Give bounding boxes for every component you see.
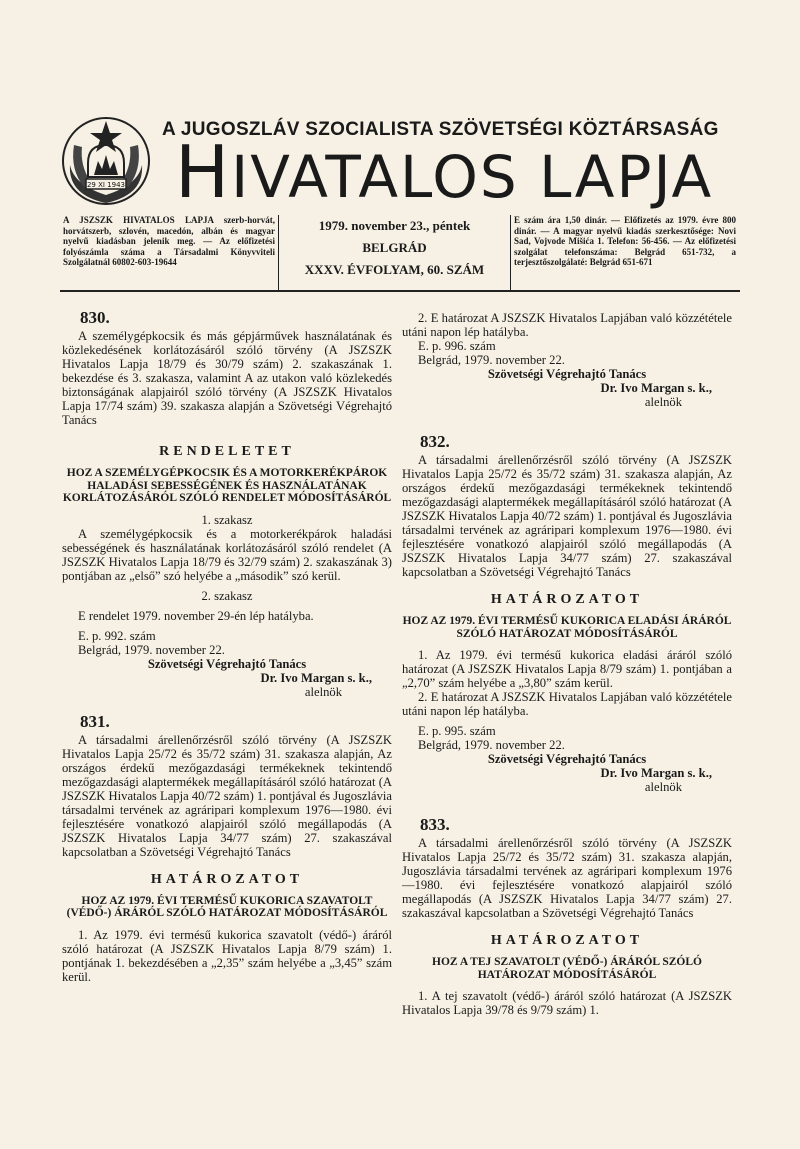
decision-text-cont: 2. E határozat A JSZSZK Hivatalos Lapjában való közzététele utáni napon lép hatályba. (402, 311, 732, 339)
council-name: Szövetségi Végrehajtó Tanács (487, 367, 647, 381)
signer-title: alelnök (644, 395, 682, 409)
preamble-832: A társadalmi árellenőrzésről szóló törvény (A JSZSZK Hivatalos Lapja 25/72 és 35/72 szám) 31. szakasza alapján, Az országos érdekű mezőgazdasági termékeknek tekintendő mezőgazdasági alaptermékek megállapításáról szóló határozat (A JSZSZK Hivatalos Lapja 40/72 szám) 1. pontjával és Jugoszlávia társadalmi tervének az agráripari komplexum 1976—1980. évi fejlesztésére vonatkozó alapjairól szóló megállapodás (A JSZSZK Hivatalos Lapja 34/77 szám) 27. szakaszával kapcsolatban a Szövetségi Végrehajtó Tanács (402, 453, 732, 579)
price-info: E szám ára 1,50 dinár. — Előfizetés az 1979. évre 800 dinár. — A magyar nyelvű kiadás szerkesztősége: Novi Sad, Vojvode Mišića 1. Telefon: 56-456. — Az előfizetési szolgálat telefonszáma: Belgrád 651-732, a terjesztőszolgálaté: Belgrád 651-671 (514, 215, 736, 267)
issue-date: 1979. november 23., péntek (318, 218, 471, 233)
decision-point-1: 1. A tej szavatolt (védő-) áráról szóló határozat (A JSZSZK Hivatalos Lapja 39/78 és 9/79 szám) 1. (402, 989, 732, 1017)
gazette-title-rest: IVATALOS LAPJA (231, 143, 714, 211)
publication-info: A JSZSZK HIVATALOS LAPJA szerb-horvát, horvátszerb, szlovén, macedón, albán és magyar nyelvű kiadásban jelenik meg. — Az előfizetési folyószámla száma a Társadalmi Könyvviteli Szolgálatnál 60802-603-19644 (63, 215, 275, 267)
decision-point-1: 1. Az 1979. évi termésű kukorica eladási áráról szóló határozat (A JSZSZK Hivatalos Lapja 8/79 szám) 1. pontjában a „2,70” szám helyébe a „3,80” szám kerül. (402, 648, 732, 690)
section-2-text: E rendelet 1979. november 29-én lép hatályba. (78, 608, 314, 623)
decision-title: HOZ AZ 1979. ÉVI TERMÉSŰ KUKORICA ELADÁSI ÁRÁRÓL SZÓLÓ HATÁROZAT MÓDOSÍTÁSÁRÓL (402, 615, 732, 640)
decision-heading: HATÁROZATOT (490, 592, 644, 607)
decision-title: HOZ A TEJ SZAVATOLT (VÉDŐ-) ÁRÁRÓL SZÓLÓ HATÁROZAT MÓDOSÍTÁSÁRÓL (432, 956, 702, 981)
council-name: Szövetségi Végrehajtó Tanács (487, 752, 647, 766)
gazette-title-initial: H (175, 130, 232, 214)
place-date: Belgrád, 1979. november 22. (418, 738, 565, 752)
item-number-833: 833. (420, 815, 450, 834)
item-number-830: 830. (80, 308, 110, 327)
decision-heading: HATÁROZATOT (490, 933, 644, 948)
decision-point-2: 2. E határozat A JSZSZK Hivatalos Lapjában való közzététele utáni napon lép hatályba. (402, 690, 732, 718)
section-2-label: 2. szakasz (201, 588, 253, 603)
divider (510, 215, 511, 290)
issue-info (282, 215, 507, 288)
left-column (62, 305, 392, 984)
preamble-831: A társadalmi árellenőrzésről szóló törvény (A JSZSZK Hivatalos Lapja 25/72 és 35/72 szám) 31. szakasza alapján, Az országos érdekű mezőgazdasági termékeknek tekintendő mezőgazdasági alaptermékek megállapításáról szóló határozat (A JSZSZK Hivatalos Lapja 40/72 szám) 1. pontjával és Jugoszlávia társadalmi tervének az agráripari komplexum 1976—1980. évi fejlesztésére vonatkozó alapjairól szóló megállapodás (A JSZSZK Hivatalos Lapja 34/77 szám) 27. szakaszával kapcsolatban a Szövetségi Végrehajtó Tanács (62, 732, 392, 859)
right-column (402, 305, 732, 1017)
preamble-833: A társadalmi árellenőrzésről szóló törvény (A JSZSZK Hivatalos Lapja 25/72 és 35/72 szám) 31. szakasza alapján, Jugoszlávia társadalmi tervének az agráripari komplexum 1976—1980. évi fejlesztésére vonatkozó alapjairól szóló megállapodás (A JSZSZK Hivatalos Lapja 34/77 szám) 27. szakaszával kapcsolatban a Szövetségi Végrehajtó Tanács (402, 836, 732, 920)
place-date: Belgrád, 1979. november 22. (418, 353, 565, 367)
gazette-title (175, 130, 714, 214)
decision-text: 1. Az 1979. évi termésű kukorica szavatolt (védő-) áráról szóló határozat (A JSZSZK Hivatalos Lapja 8/79 szám) 1. pontjának 1. bekezdésében a „2,35” szám helyébe a „3,45” szám kerül. (62, 927, 392, 984)
item-number-831: 831. (80, 711, 110, 731)
decision-title: HOZ AZ 1979. ÉVI TERMÉSŰ KUKORICA SZAVATOLT (VÉDŐ-) ÁRÁRÓL SZÓLÓ HATÁROZAT MÓDOSÍTÁSÁRÓL (66, 894, 388, 919)
header-rule (60, 290, 740, 292)
reference-number: E. p. 996. szám (418, 339, 496, 353)
preamble-830: A személygépkocsik és más gépjárművek használatának és közlekedésének korlátozásáról szóló törvény (A JSZSZK Hivatalos Lapja 18/79 és 30/79 szám) 2. szakaszának 1. bekezdése és 3. szakasza, valamint A az utakon való közlekedés biztonságának alapjairól szóló törvény (A JSZSZK Hivatalos Lapja 17/74 szám) 39. szakasza alapján a Szövetségi Végrehajtó Tanács (62, 329, 392, 427)
state-emblem-icon (60, 115, 152, 207)
council-name: Szövetségi Végrehajtó Tanács (147, 656, 307, 671)
signer-name: Dr. Ivo Margan s. k., (600, 766, 712, 780)
reference-number: E. p. 992. szám (78, 628, 156, 643)
signer-name: Dr. Ivo Margan s. k., (260, 670, 372, 685)
signer-title: alelnök (644, 780, 682, 794)
decision-heading: HATÁROZATOT (150, 871, 304, 887)
republic-name: A JUGOSZLÁV SZOCIALISTA SZÖVETSÉGI KÖZTÁRSASÁG (162, 119, 719, 140)
section-1-label: 1. szakasz (201, 512, 253, 527)
signer-name: Dr. Ivo Margan s. k., (600, 381, 712, 395)
decree-heading: RENDELETET (159, 444, 295, 459)
issue-place: BELGRÁD (362, 240, 427, 255)
place-date: Belgrád, 1979. november 22. (78, 642, 225, 657)
item-number-832: 832. (420, 432, 450, 451)
emblem-date: 29 XI 1943 (86, 181, 126, 189)
decree-title: HOZ A SZEMÉLYGÉPKOCSIK ÉS A MOTORKERÉKPÁROK HALADÁSI SEBESSÉGÉNEK ÉS HASZNÁLATÁNAK KORLÁTOZÁSÁRÓL SZÓLÓ RENDELET MÓDOSÍTÁSÁRÓL (62, 467, 392, 504)
reference-number: E. p. 995. szám (418, 724, 496, 738)
issue-volume: XXXV. ÉVFOLYAM, 60. SZÁM (304, 262, 485, 277)
signer-title: alelnök (304, 684, 342, 699)
divider (278, 215, 279, 290)
section-1-text: A személygépkocsik és a motorkerékpárok haladási sebességének és használatának korlátozásáról szóló rendelet (A JSZSZK Hivatalos Lapja 18/79 és 32/79 szám) 2. szakaszának 3) pontjában az „első” szó helyébe a „második” szó kerül. (62, 526, 392, 583)
